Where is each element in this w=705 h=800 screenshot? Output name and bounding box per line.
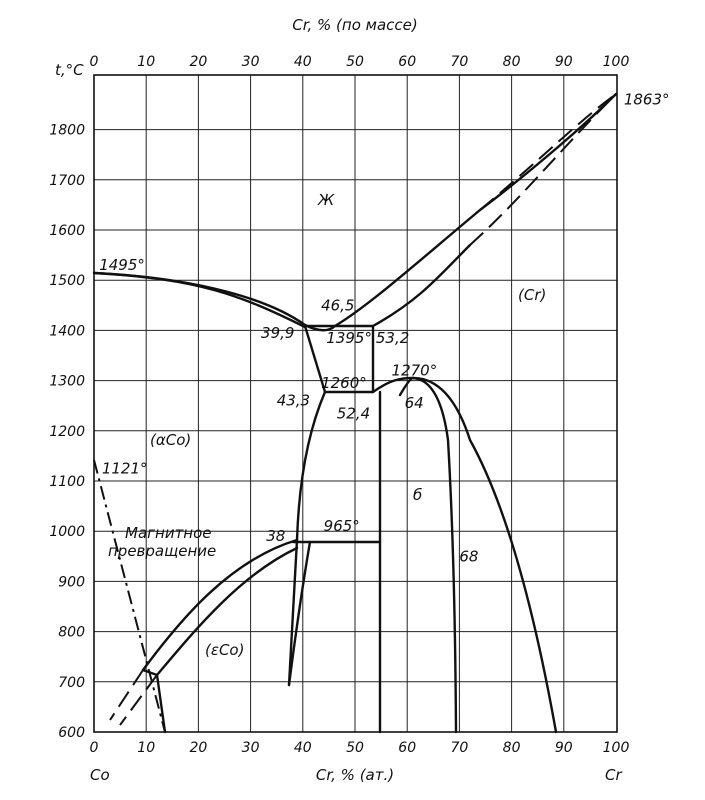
- solidus-cr-side: [373, 245, 470, 326]
- x-top-tick-label: 90: [554, 54, 573, 70]
- x-top-tick-label: 80: [502, 54, 521, 70]
- x-top-tick-label: 20: [189, 54, 208, 70]
- annotation-c53_2: 53,2: [375, 328, 410, 347]
- annotation-c64: 64: [404, 394, 424, 413]
- dashed-epsilon-1: [110, 670, 143, 720]
- annotation-t1270: 1270°: [391, 361, 438, 380]
- x-tick-label: 50: [346, 740, 364, 756]
- annotations: [99, 91, 669, 566]
- y-tick-label: 700: [58, 674, 85, 691]
- annotation-t965: 965°: [323, 517, 360, 536]
- annotation-c38: 38: [266, 527, 286, 546]
- x-top-tick-label: 30: [241, 54, 260, 70]
- x-tick-label: 80: [502, 740, 521, 756]
- solidus-co-side: [94, 273, 305, 327]
- x-top-tick-label: 70: [450, 54, 469, 70]
- annotation-t1495: 1495°: [99, 256, 145, 275]
- y-tick-label: 1500: [49, 273, 85, 290]
- x-top-tick-label: 40: [293, 54, 312, 70]
- liquidus-co-side: [94, 273, 335, 330]
- dashed-solidus-cr: [480, 94, 616, 210]
- right-element-label: Cr: [605, 766, 622, 784]
- y-tick-label: 1800: [49, 122, 85, 139]
- annotation-c43_3: 43,3: [276, 391, 311, 410]
- annotation-t1395: 1395°: [326, 328, 372, 347]
- y-tick-label: 1300: [49, 373, 85, 390]
- y-tick-label: 600: [58, 725, 85, 741]
- phase-cr-solid: (Cr): [518, 286, 547, 304]
- dashed-liquidus-cr: [470, 94, 616, 245]
- magnetic-label-line2: превращение: [108, 542, 217, 560]
- top-axis-title: Cr, % (по массе): [292, 16, 418, 34]
- phase-alpha-co: (αCo): [150, 431, 192, 449]
- x-tick-label: 0: [89, 740, 99, 756]
- phase-liquid: Ж: [318, 191, 335, 209]
- y-tick-label: 1700: [49, 172, 85, 189]
- annotation-c52_4: 52,4: [336, 404, 371, 423]
- annotation-c39_9: 39,9: [261, 323, 295, 342]
- phase-sigma: б: [413, 486, 423, 504]
- annotation-t1121: 1121°: [101, 459, 148, 478]
- x-tick-label: 40: [293, 740, 312, 756]
- x-tick-label: 10: [137, 740, 156, 756]
- x-top-tick-label: 100: [602, 54, 630, 70]
- annotation-t1863: 1863°: [623, 90, 670, 109]
- y-tick-label: 900: [58, 574, 85, 591]
- magnetic-transition-line: [94, 460, 165, 732]
- x-tick-label: 20: [189, 740, 208, 756]
- annotation-c68: 68: [459, 547, 479, 566]
- liquidus-cr-side: [335, 94, 616, 326]
- x-top-tick-label: 0: [89, 54, 99, 70]
- x-top-tick-label: 60: [398, 54, 417, 70]
- annotation-t1260: 1260°: [321, 374, 367, 393]
- sigma-left-lower: [297, 392, 325, 540]
- annotation-c46_5: 46,5: [321, 296, 355, 315]
- y-tick-label: 1600: [49, 223, 85, 239]
- x-tick-label: 90: [554, 740, 573, 756]
- x-tick-label: 70: [450, 740, 469, 756]
- y-axis-title: t,°C: [55, 61, 84, 79]
- x-top-tick-label: 10: [137, 54, 156, 70]
- y-tick-label: 1200: [49, 423, 85, 440]
- left-element-label: Co: [90, 766, 110, 784]
- x-top-tick-label: 50: [346, 54, 364, 70]
- y-tick-label: 1100: [49, 474, 85, 490]
- x-tick-label: 30: [241, 740, 260, 756]
- y-tick-label: 800: [58, 624, 85, 641]
- y-tick-label: 1400: [49, 323, 85, 340]
- magnetic-label-line1: Магнитное: [125, 524, 212, 542]
- x-tick-label: 100: [602, 740, 630, 756]
- x-tick-label: 60: [398, 740, 417, 756]
- phase-magnetic: [108, 524, 216, 560]
- bottom-axis-title: Cr, % (ат.): [315, 766, 395, 784]
- y-tick-label: 1000: [49, 524, 85, 541]
- phase-epsilon-co: (εCo): [205, 641, 245, 659]
